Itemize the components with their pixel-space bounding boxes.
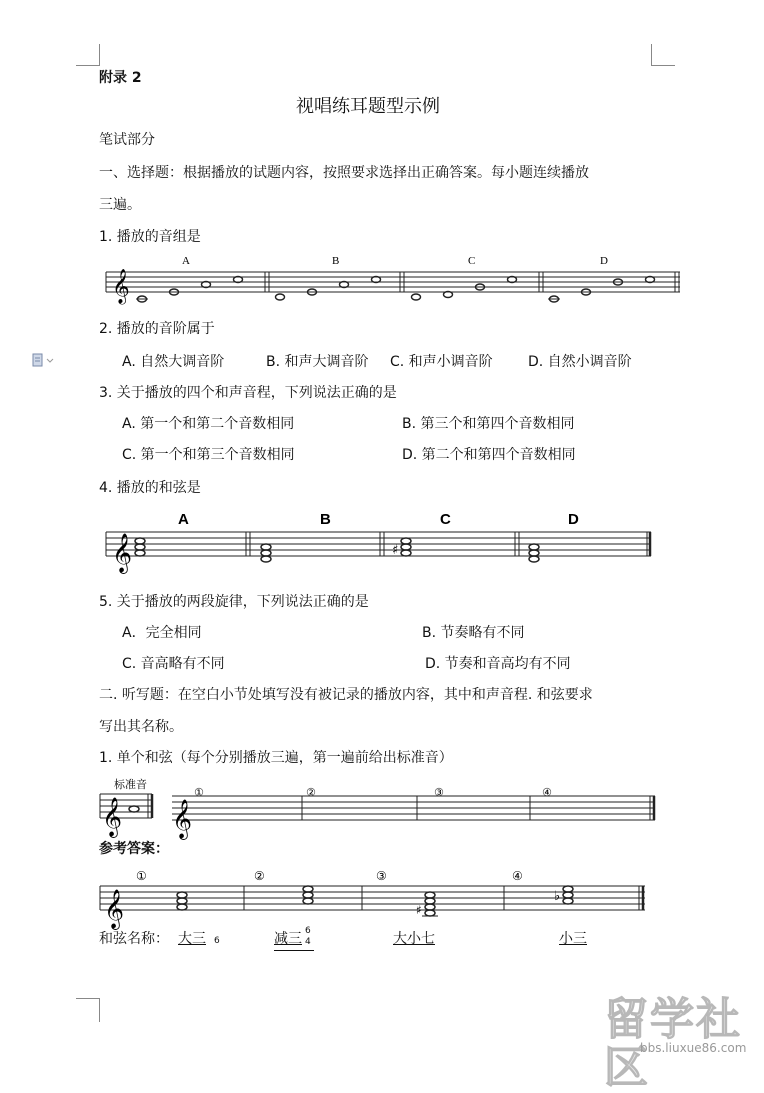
dictation-measure-3: ③ (434, 786, 444, 799)
appendix-label: 附录 2 (99, 70, 142, 86)
sharp-icon: ♯ (392, 543, 399, 558)
q1-label-a: A (182, 255, 190, 267)
q4-label-b: B (320, 511, 331, 528)
chord-name-2: 减三 (274, 931, 302, 947)
chord-name-1: 大三 (178, 931, 206, 947)
treble-clef-icon: 𝄞 (112, 269, 130, 304)
q4-label-d: D (568, 511, 579, 528)
dictation-staff (98, 776, 658, 839)
q5-option-d[interactable]: D. 节奏和音高均有不同 (425, 656, 571, 672)
q4-label: 4. 播放的和弦是 (99, 480, 201, 496)
document-icon[interactable] (32, 353, 56, 367)
q4-staff (106, 508, 654, 574)
crop-mark-top-right (651, 44, 653, 66)
part2-heading-cont: 写出其名称。 (99, 719, 183, 735)
section-label: 笔试部分 (99, 132, 155, 148)
crop-mark-top-right-h (652, 65, 675, 67)
chord-name-1-figure: 6 (214, 936, 220, 946)
q3-option-c[interactable]: C. 第一个和第三个音数相同 (122, 447, 295, 463)
q1-label: 1. 播放的音组是 (99, 229, 201, 245)
reference-answer-label: 参考答案： (99, 841, 169, 857)
q2-option-c[interactable]: C. 和声小调音阶 (390, 354, 493, 370)
q5-label: 5. 关于播放的两段旋律，下列说法正确的是 (99, 594, 369, 610)
treble-clef-icon: 𝄞 (102, 797, 123, 837)
treble-clef-icon: 𝄞 (172, 799, 193, 839)
q2-option-d[interactable]: D. 自然小调音阶 (528, 354, 632, 370)
chord-name-4: 小三 (559, 931, 587, 947)
q1-label-c: C (468, 255, 476, 267)
chord-name-3: 大小七 (393, 931, 435, 947)
chord-names-label: 和弦名称： (99, 931, 169, 947)
treble-clef-icon: 𝄞 (104, 889, 125, 929)
watermark-url: bbs.liuxue86.com (640, 1041, 747, 1055)
page-title: 视唱练耳题型示例 (296, 96, 440, 117)
reference-pitch-label: 标准音 (114, 778, 147, 791)
q3-option-a[interactable]: A. 第一个和第二个音数相同 (122, 416, 295, 432)
dictation-measure-4: ④ (542, 786, 552, 799)
q3-option-b[interactable]: B. 第三个和第四个音数相同 (402, 416, 575, 432)
dictation-measure-1: ① (194, 786, 204, 799)
sharp-icon: ♯ (416, 903, 422, 917)
answer-staff (100, 866, 646, 929)
q4-label-c: C (440, 511, 451, 528)
part1-heading: 一、选择题：根据播放的试题内容，按照要求选择出正确答案。每小题连续播放 (99, 165, 589, 181)
q1-label-b: B (332, 255, 340, 267)
p2-q1-label: 1. 单个和弦（每个分别播放三遍，第一遍前给出标准音） (99, 750, 453, 766)
crop-mark-bottom-left (99, 998, 101, 1022)
treble-clef-icon: 𝄞 (112, 533, 133, 573)
watermark-logo: 留学社区 (604, 994, 742, 1093)
q2-option-b[interactable]: B. 和声大调音阶 (266, 354, 369, 370)
chord-name-2-figure-top: 6 (305, 926, 311, 936)
answer-measure-1: ① (136, 869, 147, 883)
chord-name-2-underline (274, 950, 314, 951)
q1-staff (106, 250, 684, 306)
q3-option-d[interactable]: D. 第二个和第四个音数相同 (402, 447, 576, 463)
answer-measure-4: ④ (512, 869, 523, 883)
q5-option-c[interactable]: C. 音高略有不同 (122, 656, 225, 672)
crop-mark-bottom-left-h (76, 998, 99, 1000)
answer-measure-3: ③ (376, 869, 387, 883)
part2-heading: 二. 听写题：在空白小节处填写没有被记录的播放内容，其中和声音程. 和弦要求 (99, 687, 593, 703)
q2-label: 2. 播放的音阶属于 (99, 321, 215, 337)
q2-option-a[interactable]: A. 自然大调音阶 (122, 354, 225, 370)
dictation-measure-2: ② (306, 786, 316, 799)
q5-option-a[interactable]: A．完全相同 (122, 625, 202, 641)
flat-icon: ♭ (554, 889, 561, 904)
part1-heading-cont: 三遍。 (99, 197, 141, 213)
answer-measure-2: ② (254, 869, 265, 883)
q3-label: 3. 关于播放的四个和声音程，下列说法正确的是 (99, 385, 397, 401)
crop-mark-top-left (99, 44, 101, 66)
q5-option-b[interactable]: B. 节奏略有不同 (422, 625, 525, 641)
crop-mark-top-left-h (76, 65, 99, 67)
q4-label-a: A (178, 511, 189, 528)
chord-name-2-figure-bottom: 4 (305, 937, 311, 947)
q1-label-d: D (600, 255, 608, 267)
